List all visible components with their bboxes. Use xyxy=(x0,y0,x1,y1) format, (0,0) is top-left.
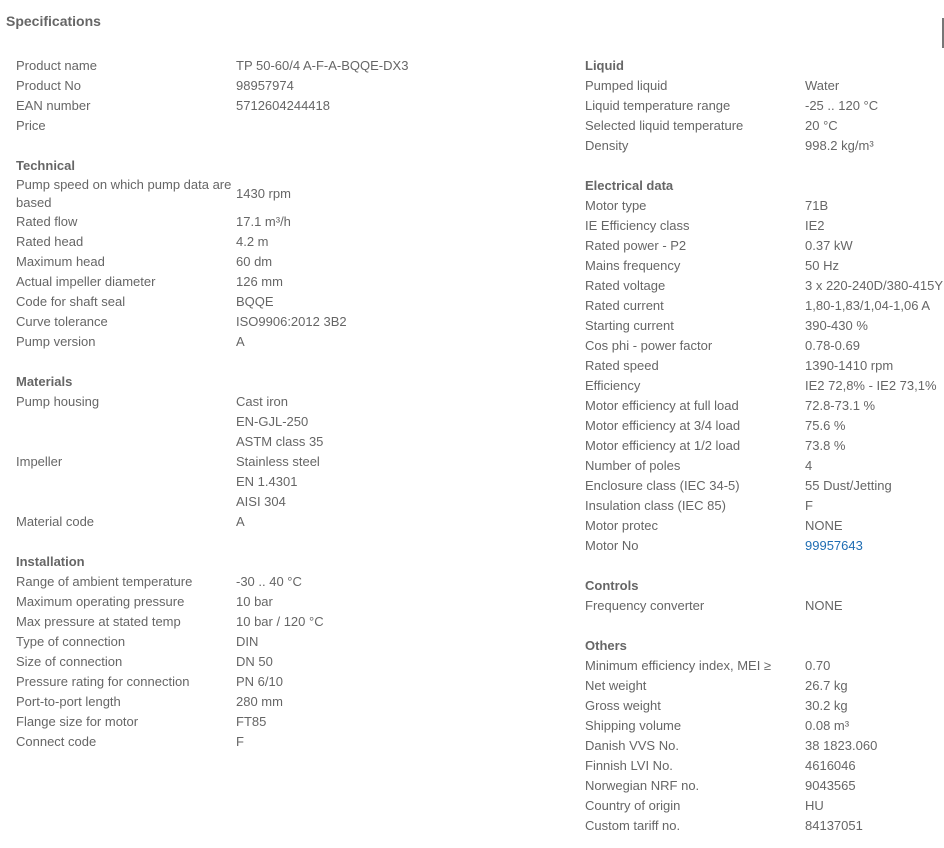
spec-value: 72.8-73.1 % xyxy=(805,398,876,413)
spec-label: Rated voltage xyxy=(585,278,666,293)
spec-row xyxy=(16,572,556,592)
spec-row-ean-number xyxy=(16,96,556,116)
spec-label: Custom tariff no. xyxy=(585,818,681,833)
spec-label: Type of connection xyxy=(16,634,126,649)
spec-value: NONE xyxy=(805,518,843,533)
spec-label: Pump version xyxy=(16,334,96,349)
spec-row-curve-tolerance xyxy=(16,312,556,332)
spec-label: Motor type xyxy=(585,198,647,213)
controls-section xyxy=(585,576,944,616)
spec-row xyxy=(16,592,556,612)
spec-value-line: ASTM class 35 xyxy=(236,434,324,449)
technical-section xyxy=(16,156,556,352)
spec-value: 38 1823.060 xyxy=(805,738,878,753)
spec-label: Liquid temperature range xyxy=(585,98,731,113)
spec-value: 75.6 % xyxy=(805,418,846,433)
spec-label: Rated head xyxy=(16,234,84,249)
spec-row xyxy=(585,376,944,396)
spec-label: Mains frequency xyxy=(585,258,681,273)
section-title-controls: Controls xyxy=(585,578,639,593)
spec-value: 10 bar / 120 °C xyxy=(236,614,324,629)
spec-value: 30.2 kg xyxy=(805,698,848,713)
spec-row xyxy=(585,676,944,696)
spec-label: Pump housing xyxy=(16,394,100,409)
spec-row xyxy=(585,736,944,756)
spec-label: Connect code xyxy=(16,734,97,749)
spec-label: Motor protec xyxy=(585,518,658,533)
spec-label: Pump speed on which pump data are based xyxy=(16,177,232,210)
spec-value: 60 dm xyxy=(236,254,273,269)
spec-value xyxy=(236,392,323,452)
materials-section xyxy=(16,372,556,532)
spec-value: 4.2 m xyxy=(236,234,269,249)
spec-label: Selected liquid temperature xyxy=(585,118,744,133)
installation-section xyxy=(16,552,556,752)
spec-label: Danish VVS No. xyxy=(585,738,679,753)
spec-row-impeller xyxy=(16,452,556,512)
spec-label: Curve tolerance xyxy=(16,314,108,329)
spec-label: Motor efficiency at 3/4 load xyxy=(585,418,741,433)
left-column xyxy=(16,56,556,772)
spec-value xyxy=(236,452,320,512)
spec-value: TP 50-60/4 A-F-A-BQQE-DX3 xyxy=(236,58,409,73)
spec-value: DIN xyxy=(236,634,259,649)
spec-row xyxy=(585,116,944,136)
spec-label: Rated power - P2 xyxy=(585,238,687,253)
spec-row-product-name xyxy=(16,56,556,76)
spec-value: 55 Dust/Jetting xyxy=(805,478,892,493)
spec-row-material-code xyxy=(16,512,556,532)
spec-value: 98957974 xyxy=(236,78,294,93)
section-title-liquid: Liquid xyxy=(585,58,624,73)
spec-row xyxy=(585,196,944,216)
spec-label: Rated speed xyxy=(585,358,659,373)
spec-row xyxy=(585,236,944,256)
spec-value: 0.08 m³ xyxy=(805,718,850,733)
spec-label: Number of poles xyxy=(585,458,681,473)
spec-value: DN 50 xyxy=(236,654,273,669)
spec-value: 73.8 % xyxy=(805,438,846,453)
spec-label: Max pressure at stated temp xyxy=(16,614,181,629)
spec-row xyxy=(585,716,944,736)
spec-row-pump-speed xyxy=(16,176,556,212)
motor-no-link[interactable]: 99957643 xyxy=(805,538,863,553)
section-title-others: Others xyxy=(585,638,627,653)
spec-row xyxy=(585,496,944,516)
spec-label: Actual impeller diameter xyxy=(16,274,156,289)
spec-label: Product No xyxy=(16,78,82,93)
spec-value: 26.7 kg xyxy=(805,678,848,693)
spec-row xyxy=(16,692,556,712)
spec-value: A xyxy=(236,334,245,349)
spec-row xyxy=(585,396,944,416)
spec-label: Price xyxy=(16,118,46,133)
spec-value: 0.37 kW xyxy=(805,238,853,253)
spec-value: 20 °C xyxy=(805,118,838,133)
spec-value-line: AISI 304 xyxy=(236,494,286,509)
spec-row xyxy=(16,632,556,652)
spec-row xyxy=(585,516,944,536)
spec-value: 0.70 xyxy=(805,658,831,673)
liquid-section xyxy=(585,56,944,156)
spec-label: Impeller xyxy=(16,454,63,469)
spec-row xyxy=(585,456,944,476)
spec-label: Pumped liquid xyxy=(585,78,668,93)
spec-label: Starting current xyxy=(585,318,674,333)
spec-value: NONE xyxy=(805,598,843,613)
spec-label: Minimum efficiency index, MEI ≥ xyxy=(585,658,772,673)
general-section xyxy=(16,56,556,136)
spec-row xyxy=(585,96,944,116)
spec-value: 126 mm xyxy=(236,274,283,289)
spec-label: Frequency converter xyxy=(585,598,705,613)
spec-row-maximum-head xyxy=(16,252,556,272)
spec-row xyxy=(585,796,944,816)
spec-label: Enclosure class (IEC 34-5) xyxy=(585,478,740,493)
spec-value: 9043565 xyxy=(805,778,856,793)
spec-value: 1390-1410 rpm xyxy=(805,358,894,373)
spec-row-shaft-seal xyxy=(16,292,556,312)
spec-value: 17.1 m³/h xyxy=(236,214,291,229)
spec-label: Density xyxy=(585,138,629,153)
right-column xyxy=(585,56,944,848)
spec-value: ISO9906:2012 3B2 xyxy=(236,314,347,329)
spec-value: 50 Hz xyxy=(805,258,839,273)
section-title-installation: Installation xyxy=(16,554,85,569)
spec-label: Port-to-port length xyxy=(16,694,121,709)
spec-value: 280 mm xyxy=(236,694,283,709)
electrical-section xyxy=(585,176,944,556)
spec-row-pump-housing xyxy=(16,392,556,452)
spec-row xyxy=(585,696,944,716)
spec-value: A xyxy=(236,514,245,529)
spec-value-line: Cast iron xyxy=(236,394,289,409)
spec-label: Maximum head xyxy=(16,254,105,269)
spec-value: 3 x 220-240D/380-415Y xyxy=(805,278,944,293)
spec-value-line: EN 1.4301 xyxy=(236,474,298,489)
spec-label: Insulation class (IEC 85) xyxy=(585,498,726,513)
spec-row xyxy=(585,776,944,796)
spec-value: 4616046 xyxy=(805,758,856,773)
spec-label: Rated current xyxy=(585,298,664,313)
spec-label: Size of connection xyxy=(16,654,123,669)
spec-value: 390-430 % xyxy=(805,318,868,333)
spec-label: Maximum operating pressure xyxy=(16,594,185,609)
spec-row-impeller-diameter xyxy=(16,272,556,292)
spec-label: Rated flow xyxy=(16,214,78,229)
spec-label: Motor No xyxy=(585,538,639,553)
spec-label: Motor efficiency at full load xyxy=(585,398,739,413)
spec-row-price xyxy=(16,116,556,136)
spec-value: 71B xyxy=(805,198,829,213)
spec-row xyxy=(585,136,944,156)
spec-label: Flange size for motor xyxy=(16,714,139,729)
spec-row xyxy=(16,672,556,692)
spec-row xyxy=(585,276,944,296)
spec-value: HU xyxy=(805,798,824,813)
spec-row-rated-head xyxy=(16,232,556,252)
spec-row xyxy=(16,652,556,672)
spec-row xyxy=(585,336,944,356)
spec-value: F xyxy=(805,498,813,513)
spec-row xyxy=(585,76,944,96)
spec-value: FT85 xyxy=(236,714,267,729)
others-section xyxy=(585,636,944,836)
spec-label: Material code xyxy=(16,514,95,529)
spec-row xyxy=(16,712,556,732)
section-title-materials: Materials xyxy=(16,374,73,389)
spec-row xyxy=(585,256,944,276)
spec-row xyxy=(585,436,944,456)
spec-row xyxy=(585,416,944,436)
spec-label: EAN number xyxy=(16,98,91,113)
spec-value: -25 .. 120 °C xyxy=(805,98,879,113)
spec-row xyxy=(585,596,944,616)
spec-value: 84137051 xyxy=(805,818,863,833)
spec-label: Shipping volume xyxy=(585,718,682,733)
spec-value: 5712604244418 xyxy=(236,98,330,113)
spec-label: Cos phi - power factor xyxy=(585,338,713,353)
spec-row xyxy=(16,732,556,752)
spec-row-product-no xyxy=(16,76,556,96)
spec-label: Code for shaft seal xyxy=(16,294,126,309)
spec-row xyxy=(585,216,944,236)
spec-value: 10 bar xyxy=(236,594,273,609)
spec-row xyxy=(585,356,944,376)
spec-value: IE2 xyxy=(805,218,825,233)
spec-label: Finnish LVI No. xyxy=(585,758,673,773)
spec-row xyxy=(16,612,556,632)
spec-row xyxy=(585,296,944,316)
spec-label: Pressure rating for connection xyxy=(16,674,190,689)
spec-row xyxy=(585,316,944,336)
spec-label: IE Efficiency class xyxy=(585,218,690,233)
page-title: Specifications xyxy=(6,13,101,29)
spec-value: PN 6/10 xyxy=(236,674,283,689)
spec-row xyxy=(585,656,944,676)
spec-value: IE2 72,8% - IE2 73,1% xyxy=(805,378,937,393)
spec-value: 1430 rpm xyxy=(236,186,291,201)
spec-row-motor-no xyxy=(585,536,944,556)
spec-value: -30 .. 40 °C xyxy=(236,574,302,589)
spec-row xyxy=(585,756,944,776)
section-title-technical: Technical xyxy=(16,158,76,173)
spec-value-line: EN-GJL-250 xyxy=(236,414,309,429)
section-title-electrical: Electrical data xyxy=(585,178,674,193)
spec-label: Norwegian NRF no. xyxy=(585,778,700,793)
spec-value: 4 xyxy=(805,458,813,473)
spec-value: F xyxy=(236,734,244,749)
spec-row-pump-version xyxy=(16,332,556,352)
spec-value: Water xyxy=(805,78,840,93)
spec-label: Country of origin xyxy=(585,798,681,813)
spec-value: 998.2 kg/m³ xyxy=(805,138,874,153)
spec-row-rated-flow xyxy=(16,212,556,232)
spec-label: Efficiency xyxy=(585,378,641,393)
spec-value: 0.78-0.69 xyxy=(805,338,860,353)
spec-value: 1,80-1,83/1,04-1,06 A xyxy=(805,298,931,313)
spec-label: Range of ambient temperature xyxy=(16,574,193,589)
spec-label: Product name xyxy=(16,58,97,73)
spec-row xyxy=(585,476,944,496)
spec-label: Motor efficiency at 1/2 load xyxy=(585,438,741,453)
spec-value-line: Stainless steel xyxy=(236,454,320,469)
spec-label: Net weight xyxy=(585,678,647,693)
spec-value: BQQE xyxy=(236,294,274,309)
spec-row xyxy=(585,816,944,836)
spec-label: Gross weight xyxy=(585,698,661,713)
